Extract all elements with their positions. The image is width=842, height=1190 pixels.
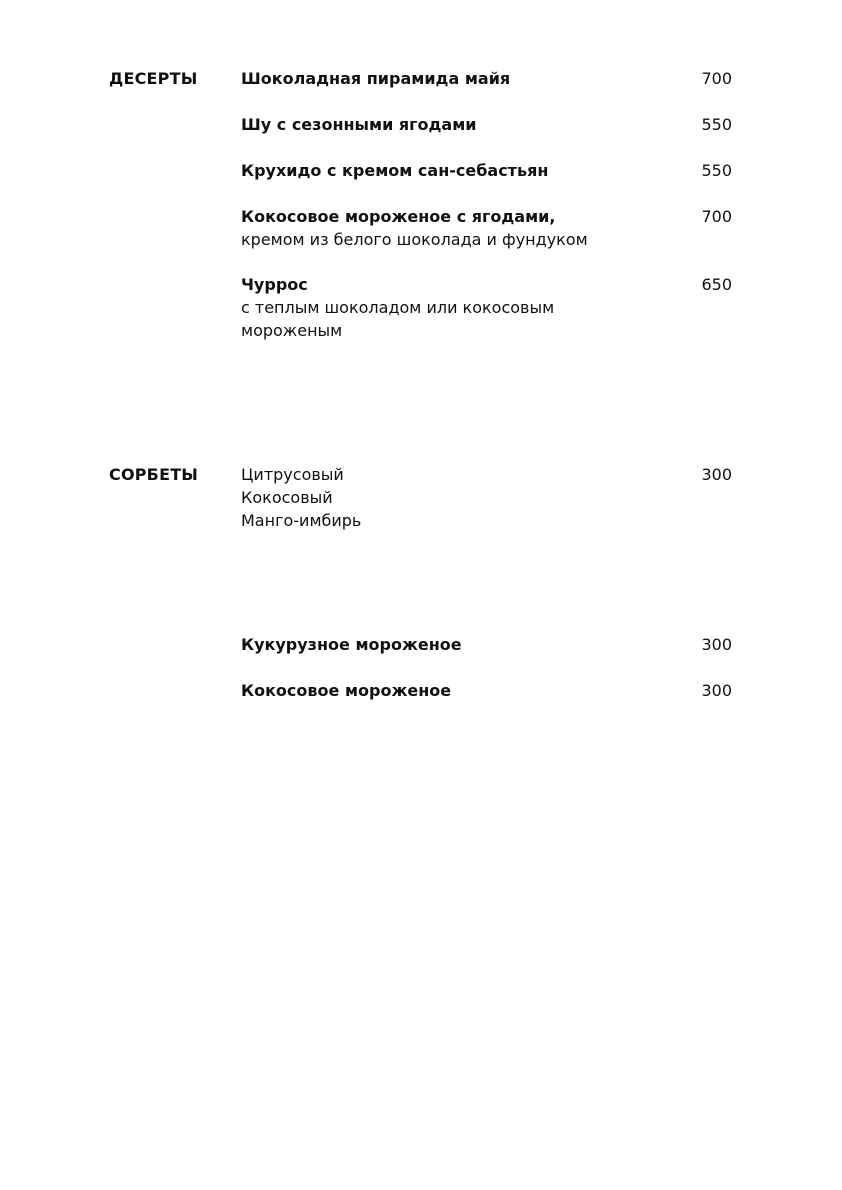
item-description-line: с теплым шоколадом или кокосовым bbox=[241, 298, 555, 317]
menu-item bbox=[241, 273, 661, 342]
item-name: Шу с сезонными ягодами bbox=[241, 115, 477, 134]
sorbet-flavor: Цитрусовый bbox=[241, 465, 344, 484]
item-description-line: мороженым bbox=[241, 321, 343, 340]
menu-item bbox=[241, 633, 661, 656]
item-price: 300 bbox=[701, 635, 732, 654]
item-name: Шоколадная пирамида майя bbox=[241, 69, 511, 88]
item-price: 550 bbox=[701, 161, 732, 180]
menu-item bbox=[241, 67, 661, 90]
menu-item bbox=[241, 159, 661, 182]
item-name: Кокосовое мороженое bbox=[241, 681, 452, 700]
item-name: Кукурузное мороженое bbox=[241, 635, 462, 654]
item-name: Крухидо с кремом сан-себастьян bbox=[241, 161, 549, 180]
section-title-sorbets: СОРБЕТЫ bbox=[109, 465, 199, 484]
menu-item bbox=[241, 205, 661, 251]
sorbet-flavor: Кокосовый bbox=[241, 488, 333, 507]
section-title-desserts: ДЕСЕРТЫ bbox=[109, 69, 198, 88]
menu-item bbox=[241, 679, 661, 702]
item-description: кремом из белого шоколада и фундуком bbox=[241, 230, 588, 249]
sorbet-flavor-list bbox=[241, 463, 661, 532]
item-name: Чуррос bbox=[241, 275, 308, 294]
item-name: Кокосовое мороженое с ягодами, bbox=[241, 207, 556, 226]
item-price: 700 bbox=[701, 69, 732, 88]
item-price: 550 bbox=[701, 115, 732, 134]
sorbet-price: 300 bbox=[701, 465, 732, 484]
menu-item bbox=[241, 113, 661, 136]
item-price: 700 bbox=[701, 207, 732, 226]
sorbet-flavor: Манго-имбирь bbox=[241, 511, 362, 530]
item-price: 650 bbox=[701, 275, 732, 294]
item-price: 300 bbox=[701, 681, 732, 700]
